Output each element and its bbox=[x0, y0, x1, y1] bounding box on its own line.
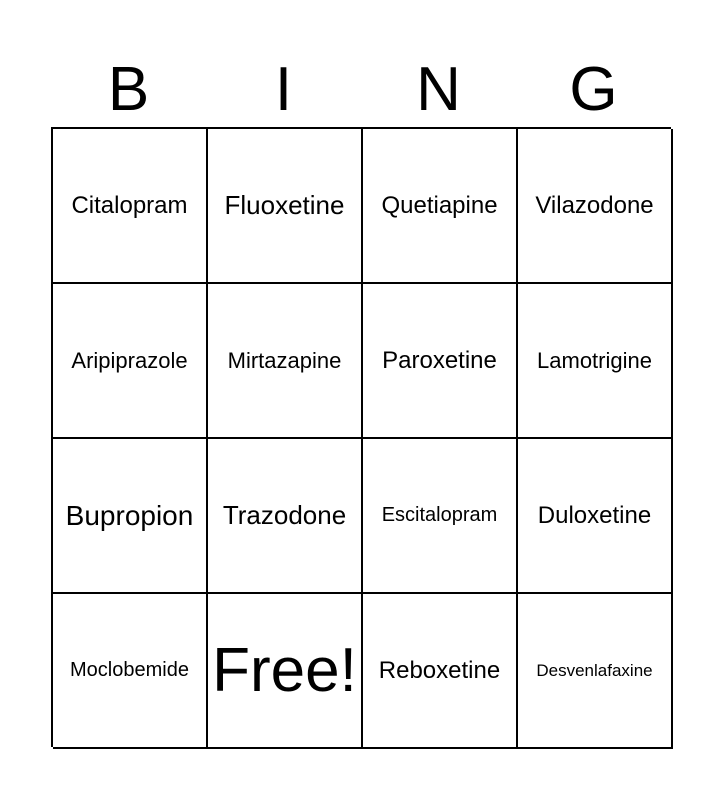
cell-label: Bupropion bbox=[65, 499, 194, 531]
cell-label: Duloxetine bbox=[537, 501, 652, 529]
cell-label: Reboxetine bbox=[378, 656, 501, 684]
cell-label: Aripiprazole bbox=[71, 347, 188, 373]
bingo-cell[interactable] bbox=[518, 129, 673, 284]
cell-label: Trazodone bbox=[222, 500, 347, 530]
cell-label: Lamotrigine bbox=[537, 347, 652, 373]
cell-label: Fluoxetine bbox=[224, 190, 345, 220]
bingo-header bbox=[51, 52, 671, 128]
cell-label: Desvenlafaxine bbox=[536, 660, 653, 680]
cell-label: Quetiapine bbox=[381, 191, 498, 219]
bingo-cell[interactable] bbox=[53, 284, 208, 439]
cell-label: Vilazodone bbox=[535, 191, 654, 219]
bingo-grid bbox=[51, 127, 671, 747]
bingo-cell[interactable] bbox=[53, 129, 208, 284]
bingo-cell[interactable] bbox=[53, 439, 208, 594]
header-letter-g: G bbox=[569, 55, 618, 124]
cell-label: Citalopram bbox=[71, 191, 188, 219]
cell-label: Escitalopram bbox=[381, 504, 498, 526]
bingo-cell[interactable] bbox=[53, 594, 208, 749]
cell-label: Moclobemide bbox=[70, 659, 189, 681]
free-cell[interactable] bbox=[208, 594, 363, 749]
bingo-cell[interactable] bbox=[208, 439, 363, 594]
header-letter-n: N bbox=[416, 55, 461, 124]
bingo-cell[interactable] bbox=[518, 439, 673, 594]
header-letter-i: I bbox=[274, 55, 293, 124]
bingo-cell[interactable] bbox=[363, 439, 518, 594]
bingo-cell[interactable] bbox=[208, 284, 363, 439]
bingo-cell[interactable] bbox=[363, 129, 518, 284]
free-label: Free! bbox=[212, 636, 357, 705]
cell-label: Paroxetine bbox=[382, 346, 497, 374]
header-letter-b: B bbox=[107, 55, 150, 124]
cell-label: Mirtazapine bbox=[227, 347, 342, 373]
bingo-cell[interactable] bbox=[518, 284, 673, 439]
bingo-cell[interactable] bbox=[208, 129, 363, 284]
bingo-cell[interactable] bbox=[363, 594, 518, 749]
bingo-cell[interactable] bbox=[518, 594, 673, 749]
bingo-cell[interactable] bbox=[363, 284, 518, 439]
